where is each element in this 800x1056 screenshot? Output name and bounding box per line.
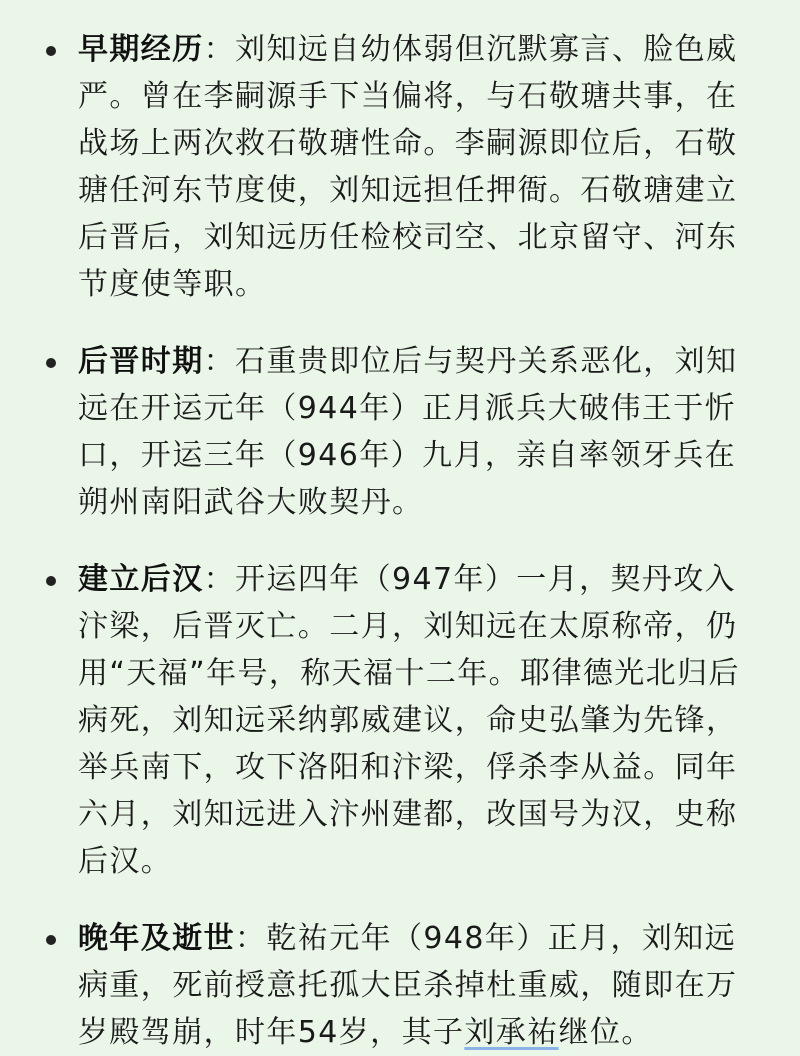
item-separator: ： bbox=[203, 32, 236, 67]
item-text: 石重贵即位后与契丹关系恶化，刘知远在开运元年（944年）正月派兵大破伟王于忻口，开运三年（946年）九月，亲自率领牙兵在朔州南阳武谷大败契丹。 bbox=[78, 344, 738, 520]
item-text: 开运四年（947年）一月，契丹攻入汴梁，后晋灭亡。二月，刘知远在太原称帝，仍用“天福”年号，称天福十二年。耶律德光北归后病死，刘知远采纳郭威建议，命史弘肇为先锋，举兵南下，攻下洛阳和汴梁，俘杀李从益。同年六月，刘知远进入汴州建都，改国号为汉，史称后汉。 bbox=[78, 562, 740, 879]
bullet-icon bbox=[46, 935, 56, 945]
list-item-early-life bbox=[40, 26, 760, 308]
item-label: 后晋时期 bbox=[78, 344, 204, 379]
item-label: 建立后汉 bbox=[78, 562, 204, 597]
item-label: 晚年及逝世 bbox=[78, 921, 235, 956]
item-separator: ： bbox=[235, 921, 267, 956]
bullet-icon bbox=[46, 46, 56, 56]
list-item-founding-later-han bbox=[40, 556, 760, 885]
item-label: 早期经历 bbox=[78, 32, 204, 67]
item-separator: ： bbox=[203, 562, 236, 597]
item-text: 乾祐元年（948年）正月，刘知远病重，死前授意托孤大臣杀掉杜重威，随即在万岁殿驾崩，时年54岁，其子 bbox=[78, 921, 738, 1050]
person-link-liu-chengyou[interactable]: 刘承祐 bbox=[464, 1015, 559, 1050]
list-item-final-years bbox=[40, 915, 760, 1056]
bullet-icon bbox=[46, 358, 56, 368]
item-text: 刘知远自幼体弱但沉默寡言、脸色威严。曾在李嗣源手下当偏将，与石敬瑭共事，在战场上两次救石敬瑭性命。李嗣源即位后，石敬瑭任河东节度使，刘知远担任押衙。石敬瑭建立后晋后，刘知远历任检校司空、北京留守、河东节度使等职。 bbox=[78, 32, 738, 302]
item-text-end: 继位。 bbox=[558, 1015, 653, 1050]
list-item-later-jin bbox=[40, 338, 760, 526]
bullet-icon bbox=[46, 576, 56, 586]
item-separator: ： bbox=[203, 344, 236, 379]
